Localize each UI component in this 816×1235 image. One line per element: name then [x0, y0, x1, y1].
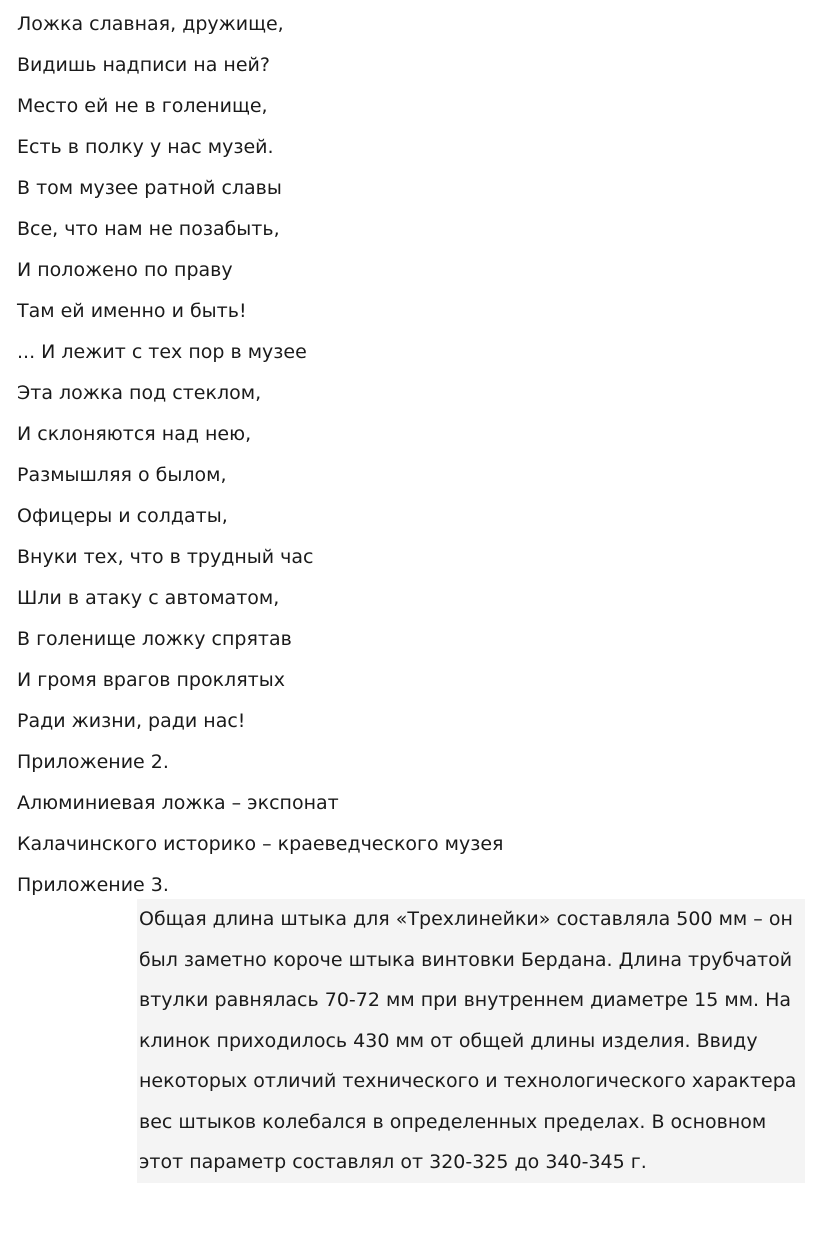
- poem-line: Видишь надписи на ней?: [17, 54, 270, 76]
- appendix-3-heading: Приложение 3.: [17, 874, 169, 896]
- poem-line: Ради жизни, ради нас!: [17, 710, 246, 732]
- paragraph-line: вес штыков колебался в определенных пределах. В основном: [139, 1110, 767, 1133]
- poem-line: В голенище ложку спрятав: [17, 628, 292, 650]
- paragraph-line: клинок приходилось 430 мм от общей длины изделия. Ввиду: [139, 1029, 758, 1052]
- poem-line: Офицеры и солдаты,: [17, 505, 228, 527]
- poem-line: Все, что нам не позабыть,: [17, 218, 280, 240]
- appendix-2-heading: Приложение 2.: [17, 751, 169, 773]
- appendix-2-caption-line2: Калачинского историко – краеведческого музея: [17, 833, 504, 855]
- poem-line: В том музее ратной славы: [17, 177, 282, 199]
- poem-line: Ложка славная, дружище,: [17, 13, 284, 35]
- poem-line: И склоняются над нею,: [17, 423, 252, 445]
- paragraph-line: был заметно короче штыка винтовки Бердана. Длина трубчатой: [139, 948, 793, 971]
- poem-line: Там ей именно и быть!: [17, 300, 247, 322]
- paragraph-line: некоторых отличий технического и технологического характера: [139, 1070, 797, 1092]
- poem-line: Есть в полку у нас музей.: [17, 136, 274, 158]
- poem-line: И положено по праву: [17, 259, 233, 281]
- poem-line: Шли в атаку с автоматом,: [17, 587, 280, 609]
- poem-line: Размышляя о былом,: [17, 464, 227, 486]
- poem-line: Внуки тех, что в трудный час: [17, 546, 314, 568]
- appendix-3-paragraph: [137, 899, 805, 1183]
- poem-line: Эта ложка под стеклом,: [17, 382, 262, 404]
- poem-line: ... И лежит с тех пор в музее: [17, 341, 307, 363]
- paragraph-line: втулки равнялась 70-72 мм при внутреннем диаметре 15 мм. На: [139, 989, 792, 1011]
- paragraph-line: этот параметр составлял от 320-325 до 340-345 г.: [139, 1151, 647, 1173]
- appendix-2-caption-line1: Алюминиевая ложка – экспонат: [17, 792, 339, 814]
- poem-line: И громя врагов проклятых: [17, 669, 285, 691]
- poem-line: Место ей не в голенище,: [17, 95, 268, 117]
- poem: [17, 4, 313, 742]
- paragraph-line: Общая длина штыка для «Трехлинейки» составляла 500 мм – он: [139, 908, 793, 930]
